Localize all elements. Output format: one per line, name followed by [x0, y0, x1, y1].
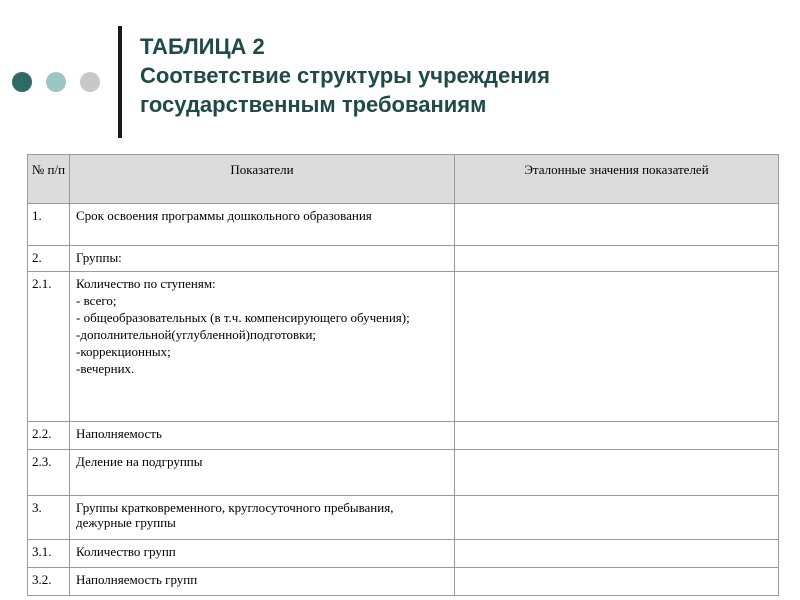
header-indicator: Показатели	[70, 155, 455, 204]
row-number: 2.3.	[28, 450, 70, 496]
row-indicator	[70, 246, 455, 272]
decorative-dots	[12, 72, 102, 94]
indicator-line: Наполняемость	[76, 426, 162, 441]
row-reference-value[interactable]	[455, 568, 779, 596]
dot-grey	[80, 72, 100, 92]
row-number: 1.	[28, 204, 70, 246]
indicator-line: Срок освоения программы дошкольного образования	[76, 208, 372, 223]
row-reference-value[interactable]	[455, 450, 779, 496]
row-reference-value[interactable]	[455, 272, 779, 422]
row-indicator	[70, 496, 455, 540]
table-row	[28, 540, 779, 568]
indicator-line: Группы кратковременного, круглосуточного пребывания, дежурные группы	[76, 500, 394, 530]
indicator-line: Деление на подгруппы	[76, 454, 203, 469]
table-row	[28, 496, 779, 540]
slide-title	[140, 32, 780, 119]
row-number: 3.2.	[28, 568, 70, 596]
title-line-1: ТАБЛИЦА 2	[140, 34, 265, 59]
row-number: 3.1.	[28, 540, 70, 568]
table-row	[28, 204, 779, 246]
dot-dark-teal	[12, 72, 32, 92]
title-line-2: Соответствие структуры учреждения	[140, 63, 550, 88]
row-indicator	[70, 568, 455, 596]
indicator-line: Наполняемость групп	[76, 572, 198, 587]
table-row	[28, 272, 779, 422]
row-reference-value[interactable]	[455, 496, 779, 540]
table-row	[28, 568, 779, 596]
table-row	[28, 422, 779, 450]
row-reference-value[interactable]	[455, 246, 779, 272]
title-divider-bar	[118, 26, 122, 138]
title-line-3: государственным требованиям	[140, 92, 487, 117]
row-reference-value[interactable]	[455, 204, 779, 246]
header-reference-values: Эталонные значения показателей	[455, 155, 779, 204]
row-number: 2.	[28, 246, 70, 272]
requirements-table	[27, 154, 779, 596]
indicator-line: -вечерних.	[76, 361, 135, 376]
row-indicator	[70, 204, 455, 246]
indicator-line: Количество по ступеням:	[76, 276, 216, 291]
row-number: 2.2.	[28, 422, 70, 450]
indicator-line: - общеобразовательных (в т.ч. компенсирующего обучения);	[76, 310, 410, 325]
indicator-line: Количество групп	[76, 544, 176, 559]
table-row	[28, 246, 779, 272]
dot-light-teal	[46, 72, 66, 92]
row-indicator	[70, 540, 455, 568]
indicator-line: - всего;	[76, 293, 117, 308]
header-number: № п/п	[28, 155, 70, 204]
indicator-line: -дополнительной(углубленной)подготовки;	[76, 327, 317, 342]
row-indicator	[70, 272, 455, 422]
table-header-row	[28, 155, 779, 204]
table-row	[28, 450, 779, 496]
row-reference-value[interactable]	[455, 422, 779, 450]
indicator-line: Группы:	[76, 250, 122, 265]
row-number: 3.	[28, 496, 70, 540]
indicator-line: -коррекционных;	[76, 344, 171, 359]
row-indicator	[70, 450, 455, 496]
row-reference-value[interactable]	[455, 540, 779, 568]
row-indicator	[70, 422, 455, 450]
row-number: 2.1.	[28, 272, 70, 422]
